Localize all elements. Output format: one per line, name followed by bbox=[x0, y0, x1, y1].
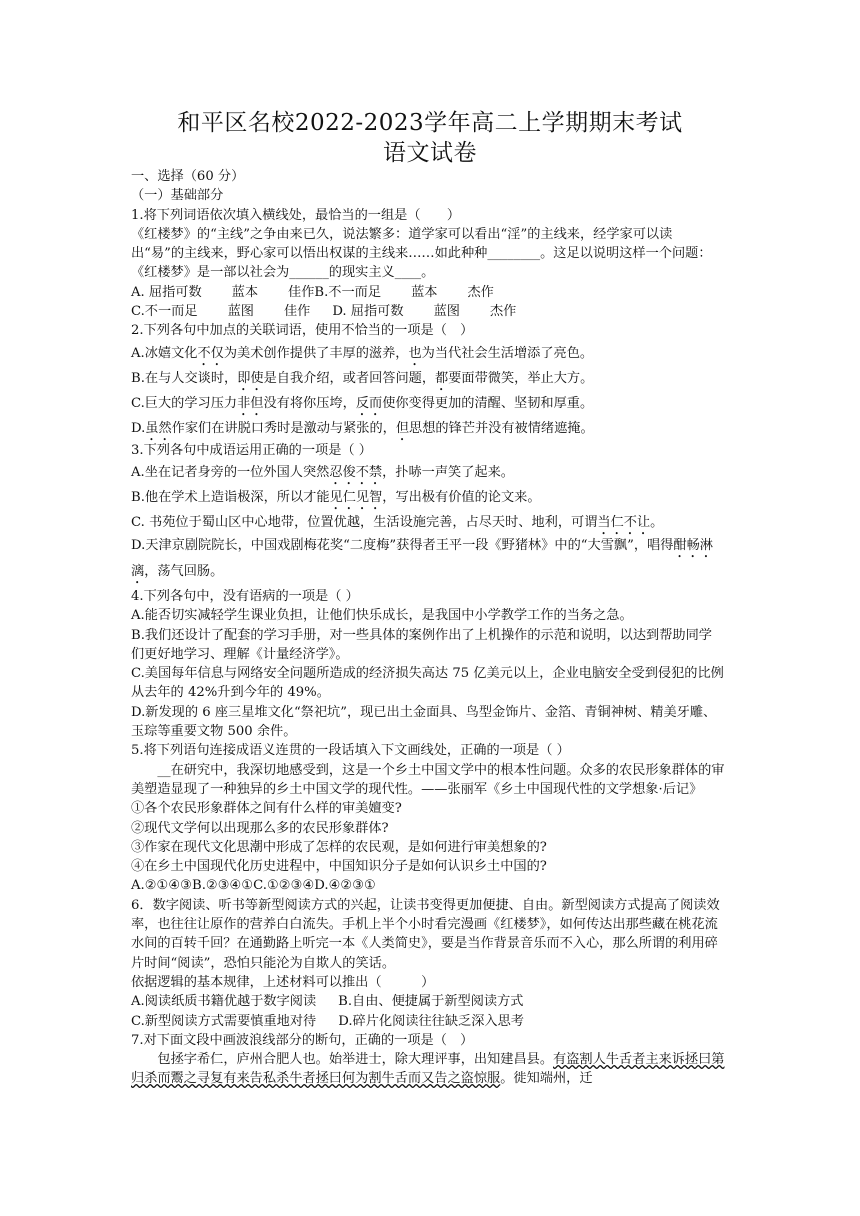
q4-option-c: C.美国每年信息与网络安全问题所造成的经济损失高达 75 亿美元以上，企业电脑安全受到侵犯的比例从去年的 42%升到今年的 49%。 bbox=[131, 666, 724, 701]
q6-options-cd bbox=[131, 1012, 725, 1031]
subsection-heading: （一）基础部分 bbox=[131, 188, 224, 204]
q3-a-text2: ，扑哧一声笑了起来。 bbox=[382, 464, 514, 480]
q6-option-b: B.自由、便捷属于新型阅读方式 bbox=[338, 994, 524, 1010]
q2-d-dotted2: 但 bbox=[395, 420, 410, 436]
q7-wavy-underlined: 有盗割人牛舌者主来诉拯曰第归杀而鬻之寻复有来告私杀牛者拯曰何为割牛舌而又告之盗惊服 bbox=[131, 1052, 725, 1087]
q6-option-c: C.新型阅读方式需要慎重地对待 bbox=[131, 1013, 317, 1029]
q2-d-text3: 思想的锋芒并没有被情绪遮掩。 bbox=[409, 420, 594, 436]
q6-option-a: A.阅读纸质书籍优越于数字阅读 bbox=[131, 994, 317, 1010]
q4-option-a: A.能否切实减轻学生课业负担，让他们快乐成长，是我国中小学教学工作的当务之急。 bbox=[131, 608, 633, 624]
q1-options-cd bbox=[131, 302, 725, 321]
q3-b-text2: ，写出极有价值的论文来。 bbox=[382, 489, 541, 505]
q1-option-b-word2: 蓝本 bbox=[411, 284, 438, 300]
q7-passage bbox=[131, 1050, 725, 1089]
q2-b-text3: 要面带微笑，举止大方。 bbox=[448, 370, 594, 386]
q3-option-a bbox=[131, 460, 725, 485]
q4-option-b: B.我们还设计了配套的学习手册，对一些具体的案例作出了上机操作的示范和说明，以达到帮助同学们更好地学习、理解《计量经济学》。 bbox=[131, 627, 712, 662]
q5-options: A.②①④③B.②③④①C.①②③④D.④②③① bbox=[131, 878, 376, 894]
q1-option-c-word2: 蓝图 bbox=[227, 304, 254, 320]
q7-text1: 包拯字希仁，庐州合肥人也。始举进士，除大理评事，出知建昌县。 bbox=[157, 1052, 554, 1068]
q2-a-dotted1: 不仅 bbox=[197, 345, 224, 361]
q2-d-dotted1: 虽然 bbox=[145, 420, 172, 436]
q3-d-text2: ，荡气回肠。 bbox=[144, 563, 224, 579]
q5-sentence-3: ③作家在现代文化思潮中形成了怎样的农民观，是如何进行审美想象的? bbox=[131, 839, 547, 855]
q2-b-text2: 是自我介绍，或者回答问题， bbox=[263, 370, 436, 386]
q2-c-text3: 使你变得更加的清醒、坚韧和厚重。 bbox=[382, 395, 594, 411]
q1-option-c: C.不一而足 bbox=[131, 304, 198, 320]
q1-option-d-word3: 杰作 bbox=[489, 304, 517, 320]
exam-content bbox=[131, 167, 725, 1089]
q2-option-b bbox=[131, 366, 725, 391]
q1-option-a: A. 屈指可数 bbox=[131, 284, 202, 300]
q2-option-c bbox=[131, 391, 725, 416]
q7-stem: 7.对下面文段中画波浪线部分的断句，正确的一项是（ ） bbox=[131, 1032, 474, 1048]
q2-a-dotted2: 也 bbox=[408, 345, 422, 361]
q2-d-text1: D. bbox=[131, 420, 146, 436]
q2-option-a bbox=[131, 341, 725, 366]
q1-options-ab bbox=[131, 283, 725, 302]
q2-b-dotted2: 都 bbox=[435, 370, 449, 386]
exam-title: 和平区名校2022-2023学年高二上学期期末考试 bbox=[177, 110, 683, 136]
q2-c-dotted2: 反而 bbox=[355, 395, 383, 411]
q5-sentence-1: ①各个农民形象群体之间有什么样的审美嬗变? bbox=[131, 801, 402, 817]
q2-a-text3: 为当代社会生活增添了亮色。 bbox=[421, 345, 594, 361]
q4-stem: 4.下列各句中，没有语病的一项是（ ） bbox=[131, 588, 359, 604]
q3-c-text2: 。 bbox=[650, 514, 664, 530]
q3-a-text1: A.坐在记者身旁的一位外国人突然 bbox=[131, 464, 330, 480]
q2-c-text2: 没有将你压垮， bbox=[263, 395, 356, 411]
q1-option-c-word3: 佳作 bbox=[283, 304, 311, 320]
q6-option-d: D.碎片化阅读往往缺乏深入思考 bbox=[338, 1013, 524, 1029]
q5-stem: 5.将下列语句连接成语义连贯的一段话填入下文画线处，正确的一项是（ ） bbox=[131, 743, 570, 759]
exam-subtitle: 语文试卷 bbox=[383, 140, 477, 166]
q5-passage: __在研究中，我深切地感受到，这是一个乡土中国文学中的根本性问题。众多的农民形象群体的审美塑造显现了一种独异的乡土中国文学的现代性。——张丽军《乡土中国现代性的文学想象·后记》 bbox=[131, 762, 725, 797]
q3-option-d bbox=[131, 535, 725, 587]
q1-passage: 《红楼梦》的“主线”之争由来已久，说法繁多：道学家可以看出“淫”的主线来，经学家可以读出“易”的主线来，野心家可以悟出权谋的主线来……如此种种________。这足以说明这样一个问题：《红楼梦》是一部以社会为______的现实主义____。 bbox=[131, 226, 712, 281]
q6-options-ab bbox=[131, 992, 725, 1011]
q1-option-b: B.不一而足 bbox=[314, 284, 382, 300]
q2-a-text2: 为美术创作提供了丰厚的滋养， bbox=[223, 345, 409, 361]
q3-option-b bbox=[131, 485, 725, 510]
q5-sentence-2: ②现代文学何以出现那么多的农民形象群体? bbox=[131, 820, 389, 836]
q2-d-text2: 作家们在讲脱口秀时是激动与紧张的， bbox=[171, 420, 396, 436]
q1-option-b-word3: 杰作 bbox=[467, 284, 494, 300]
q2-option-d bbox=[131, 416, 725, 441]
q3-c-text1: C. 书苑位于蜀山区中心地带，位置优越，生活设施完善，占尽天时、地利，可谓 bbox=[131, 514, 598, 530]
q4-option-d: D.新发现的 6 座三星堆文化“祭祀坑”，现已出土金面具、鸟型金饰片、金箔、青铜神树、精美牙雕、玉琮等重要文物 500 余件。 bbox=[131, 704, 717, 740]
q6-question: 依据逻辑的基本规律，上述材料可以推出（ ） bbox=[131, 974, 435, 990]
q6-stem: 6．数字阅读、听书等新型阅读方式的兴起，让读书变得更加便捷、自由。新型阅读方式提高了阅读效率，也往往让原作的营养白白流失。手机上半个小时看完漫画《红楼梦》，如何传达出那些藏在桃花流水间的百转千回？在通勤路上听完一本《人类简史》，要是当作背景音乐而不入心，那么所谓的利用碎片时间“阅读”，恐怕只能沦为自欺人的笑话。 bbox=[131, 897, 720, 971]
q3-option-c bbox=[131, 510, 725, 535]
q3-c-dotted: 当仁不让 bbox=[597, 514, 651, 530]
q1-option-d-word2: 蓝图 bbox=[433, 304, 460, 320]
section-heading: 一、选择（60 分） bbox=[131, 169, 245, 184]
q2-c-dotted1: 非但 bbox=[237, 395, 264, 411]
q2-stem: 2.下列各句中加点的关联词语，使用不恰当的一项是（ ） bbox=[131, 323, 474, 339]
q2-b-dotted1: 即使 bbox=[237, 370, 264, 386]
q1-option-a-word3: 佳作 bbox=[288, 284, 315, 300]
q2-c-text1: C.巨大的学习压力 bbox=[131, 395, 238, 411]
q3-a-dotted: 忍俊不禁 bbox=[329, 464, 383, 480]
q1-option-d: D. 屈指可数 bbox=[332, 304, 404, 320]
q3-b-dotted: 见仁见智 bbox=[329, 489, 383, 505]
q1-option-a-word2: 蓝本 bbox=[231, 284, 259, 300]
q3-d-text1: D.天津京剧院院长，中国戏剧梅花奖“二度梅”获得者王平一段《野猪林》中的“大雪飘”，唱得 bbox=[131, 537, 674, 553]
q5-sentence-4: ④在乡土中国现代化历史进程中，中国知识分子是如何认识乡土中国的? bbox=[131, 859, 547, 875]
q3-b-text1: B.他在学术上造诣极深，所以才能 bbox=[131, 489, 330, 505]
q2-a-text1: A.冰嬉文化 bbox=[131, 345, 198, 361]
q2-b-text1: B.在与人交谈时， bbox=[131, 370, 238, 386]
q1-stem: 1.将下列词语依次填入横线处，最恰当的一组是（ ） bbox=[131, 207, 461, 223]
q3-d-dotted: 酣畅淋漓 bbox=[131, 537, 713, 579]
q3-stem: 3.下列各句中成语运用正确的一项是（ ） bbox=[131, 442, 372, 458]
q7-text2: 。徙知端州，迁 bbox=[500, 1071, 593, 1087]
